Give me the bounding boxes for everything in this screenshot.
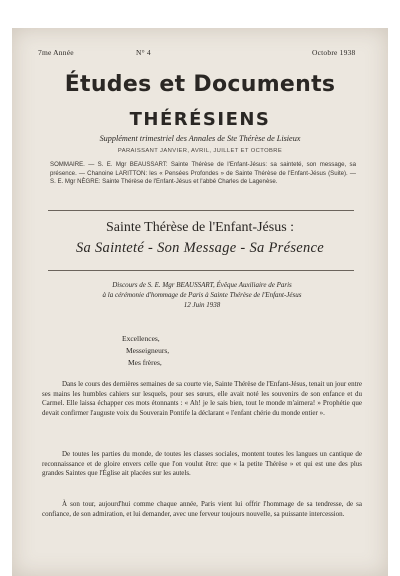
summary-block [50, 161, 356, 187]
summary-label: SOMMAIRE. [50, 161, 85, 168]
divider [48, 210, 354, 211]
summary-text: — S. E. Mgr BEAUSSART: Sainte Thérèse de l'Enfant-Jésus: sa sainteté, son message, sa présence. — Chanoine LARITTON: les « Pensées Profondes » de Sainte Thérèse de l'Enfant-Jésus (Suite). — S. E. Mgr NÈGRE: Sainte Thérèse de l'Enfant-Jésus et l'abbé Charles de Lagenèse. [50, 161, 356, 186]
year-label: 7me Année [38, 48, 74, 57]
body-paragraph: De toutes les parties du monde, de toutes les classes sociales, montent toutes les langues un cantique de reconnaissance et de gloire envers celle que l'on voulut être: que « la petite Thérèse » et qui est une des plus grandes Saintes que l'Église ait placées sur les autels. [42, 450, 362, 478]
discours-line: à la cérémonie d'hommage de Paris à Sainte Thérèse de l'Enfant-Jésus [102, 291, 302, 299]
salutation: Messeigneurs, [126, 346, 170, 355]
salutation: Excellences, [122, 334, 160, 343]
journal-title: Études et Documents [64, 72, 336, 97]
body-paragraph: À son tour, aujourd'hui comme chaque année, Paris vient lui offrir l'hommage de sa tendresse, de sa confiance, de son admiration, et lui demander, avec une ferveur toujours nouvelle, sa puissante intercession. [42, 500, 362, 518]
salutation: Mes frères, [128, 358, 162, 367]
article-heading: Sainte Thérèse de l'Enfant-Jésus : [105, 220, 295, 235]
body-paragraph: Dans le cours des dernières semaines de sa courte vie, Sainte Thérèse de l'Enfant-Jésus, tenait un jour entre ses mains les humbles cahiers sur lesquels, pour ses sœurs, elle avait noté les souvenirs de son enfance et du Carmel. Elle laissa échapper ces mots étonnants : « Ah! je le sais bien, tout le monde m'aimera! » Prophétie que devait confirmer l'auguste voix du Souverain Pontife la déclarant « l'enfant chérie du monde entier ». [42, 380, 362, 418]
journal-title-2: THÉRÉSIENS [129, 109, 271, 130]
article-heading-italic: Sa Sainteté - Son Message - Sa Présence [75, 240, 325, 256]
divider-2 [48, 270, 354, 271]
discours-line: Discours de S. E. Mgr BEAUSSART, Évêque Auxiliaire de Paris [112, 281, 292, 289]
issue-number: N° 4 [136, 48, 151, 57]
document-page [12, 28, 388, 576]
journal-subtitle: Supplément trimestriel des Annales de Ste Thérèse de Lisieux [99, 134, 301, 143]
publication-frequency: PARAISSANT JANVIER, AVRIL, JUILLET ET OCTOBRE [117, 148, 283, 154]
discours-date: 12 Juin 1938 [183, 301, 221, 309]
issue-date: Octobre 1938 [312, 48, 356, 57]
discours-credit [52, 280, 352, 310]
